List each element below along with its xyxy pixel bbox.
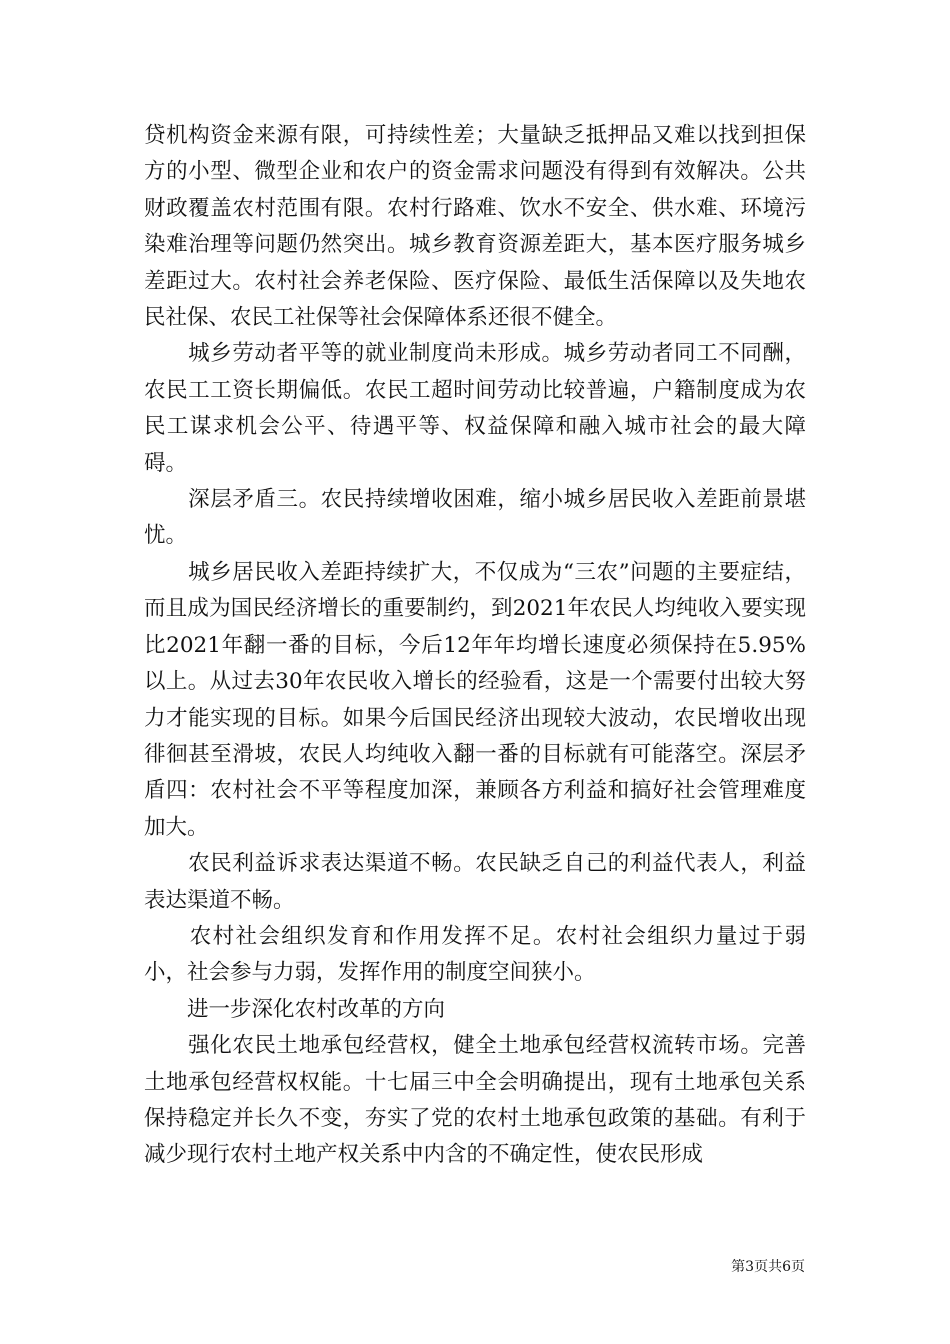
paragraph-5: 农民利益诉求表达渠道不畅。农民缺乏自己的利益代表人，利益表达渠道不畅。	[144, 851, 806, 913]
paragraph-2: 城乡劳动者平等的就业制度尚未形成。城乡劳动者同工不同酬，农民工工资长期偏低。农民工超时间劳动比较普遍，户籍制度成为农民工谋求机会公平、待遇平等、权益保障和融入城市社会的最大障碍。	[144, 341, 806, 476]
page-number: 第3页共6页	[731, 1259, 805, 1275]
paragraph-8: 强化农民土地承包经营权，健全土地承包经营权流转市场。完善土地承包经营权权能。十七届三中全会明确提出，现有土地承包关系保持稳定并长久不变，夯实了党的农村土地承包政策的基础。有利于减少现行农村土地产权关系中内含的不确定性，使农民形成	[144, 1033, 806, 1168]
paragraph-7: 进一步深化农村改革的方向	[144, 996, 446, 1022]
paragraph-6: 农村社会组织发育和作用发挥不足。农村社会组织力量过于弱小，社会参与力弱，发挥作用的制度空间狭小。	[144, 923, 806, 986]
paragraph-3: 深层矛盾三。农民持续增收困难，缩小城乡居民收入差距前景堪忧。	[144, 487, 806, 549]
paragraph-4: 城乡居民收入差距持续扩大，不仅成为“三农”问题的主要症结，而且成为国民经济增长的重要制约，到2021年农民人均纯收入要实现比2021年翻一番的目标，今后12年年均增长速度必须保持在5.95%以上。从过去30年农民收入增长的经验看，这是一个需要付出较大努力才能实现的目标。如果今后国民经济出现较大波动，农民增收出现徘徊甚至滑坡，农民人均纯收入翻一番的目标就有可能落空。深层矛盾四：农村社会不平等程度加深，兼顾各方利益和搞好社会管理难度加大。	[144, 559, 806, 840]
document-body	[144, 118, 806, 1174]
paragraph-1: 贷机构资金来源有限，可持续性差；大量缺乏抵押品又难以找到担保方的小型、微型企业和农户的资金需求问题没有得到有效解决。公共财政覆盖农村范围有限。农村行路难、饮水不安全、供水难、环境污染难治理等问题仍然突出。城乡教育资源差距大，基本医疗服务城乡差距过大。农村社会养老保险、医疗保险、最低生活保障以及失地农民社保、农民工社保等社会保障体系还很不健全。	[144, 123, 806, 331]
